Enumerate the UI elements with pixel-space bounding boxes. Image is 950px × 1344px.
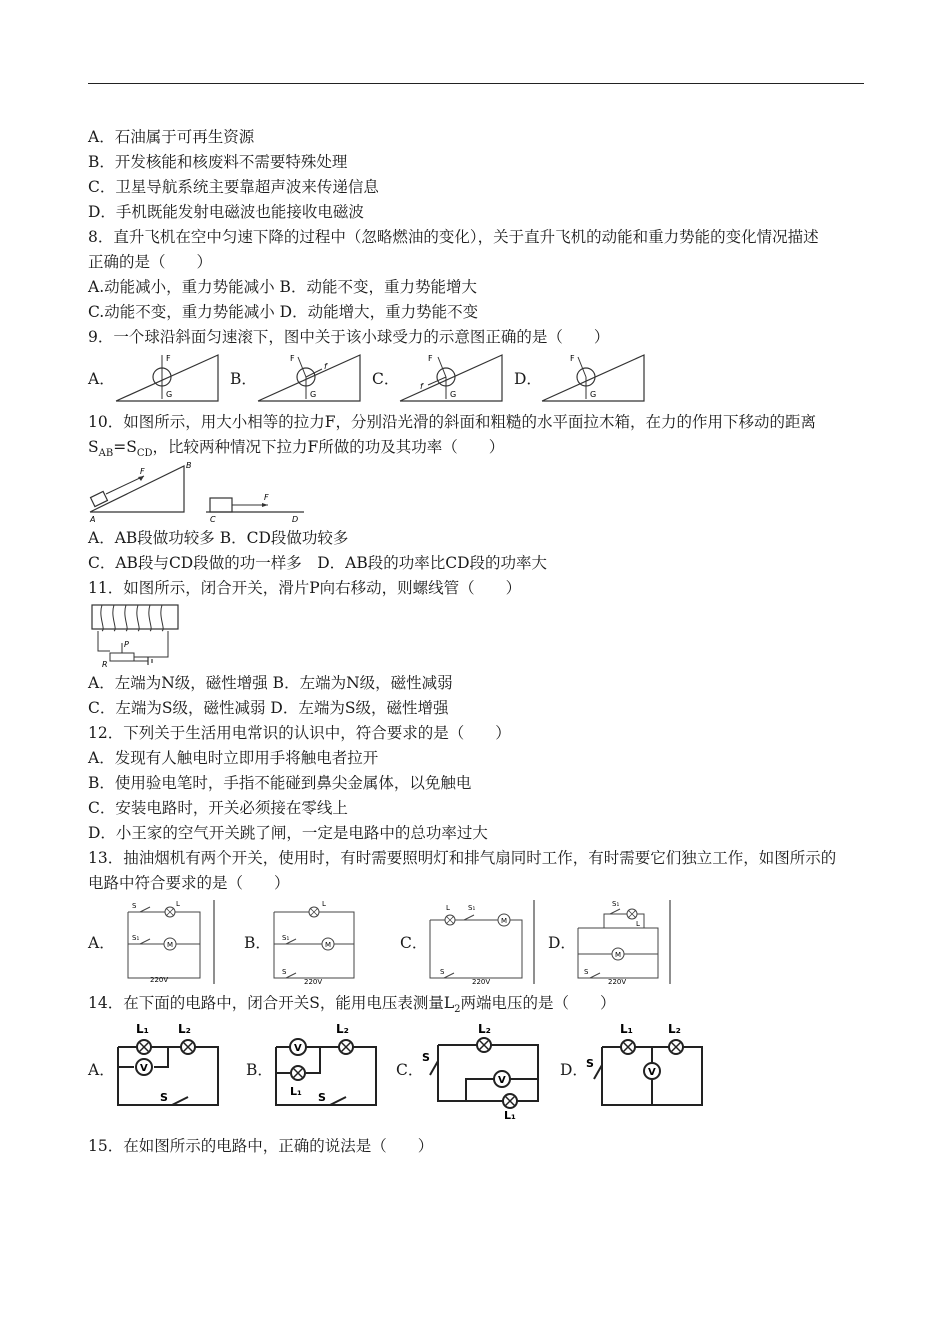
- q13d-label-s1: S₁: [612, 900, 620, 908]
- q11-options-ab: A．左端为N级，磁性增强 B．左端为N级，磁性减弱: [88, 674, 453, 692]
- q12-option-d: D．小王家的空气开关跳了闸，一定是电路中的总功率过大: [88, 824, 488, 842]
- q9-label-c: C．: [372, 370, 400, 388]
- q13-label-d: D．: [548, 934, 576, 952]
- q11-figure: [88, 601, 868, 671]
- q7-option-b: B．开发核能和核废料不需要特殊处理: [88, 153, 348, 171]
- q14d-label-v: V: [648, 1067, 656, 1078]
- q14b-label-s: S: [318, 1091, 326, 1104]
- q9d-label-g: G: [590, 390, 597, 399]
- q13c-label-s: S: [440, 968, 445, 976]
- q13b-label-m: M: [325, 941, 332, 949]
- q13-label-a: A．: [88, 934, 115, 952]
- q13-figure-a: [114, 898, 216, 986]
- q9c-label-g: G: [450, 390, 457, 399]
- q14-sub: 2: [454, 1004, 461, 1016]
- q14b-label-l1: L₁: [290, 1085, 302, 1098]
- q9-figure-b: [256, 351, 364, 405]
- q13a-label-s1: S₁: [132, 934, 140, 942]
- q10-label-a: A: [90, 515, 96, 524]
- q8-stem-line1: 8．直升飞机在空中匀速下降的过程中（忽略燃油的变化），关于直升飞机的动能和重力势能的变化情况描述: [88, 228, 819, 246]
- q14c-label-v: V: [498, 1075, 506, 1086]
- q14-figure-d: [586, 1019, 706, 1119]
- q14-label-a: A．: [88, 1061, 115, 1079]
- q9d-label-f: F: [570, 354, 575, 363]
- q9b-label-f: F: [290, 354, 295, 363]
- q10-stem-line1: 10．如图所示，用大小相等的拉力F，分别沿光滑的斜面和粗糙的水平面拉木箱，在力的作用下移动的距离: [88, 413, 816, 431]
- q13b-label-s1: S₁: [282, 934, 290, 942]
- q10-figure-svg: [88, 460, 308, 524]
- q13-label-b: B．: [244, 934, 271, 952]
- q11-label-p: P: [124, 640, 129, 649]
- q13a-label-220v: 220V: [150, 976, 169, 984]
- q13d-label-220v: 220V: [608, 978, 627, 986]
- q13b-label-220v: 220V: [304, 978, 323, 986]
- q13-figure-c: [426, 898, 536, 986]
- q9b-label-friction: f: [324, 362, 327, 371]
- q14d-label-s: S: [586, 1057, 594, 1070]
- q9-label-b: B．: [230, 370, 257, 388]
- q11-solenoid-circuit: [88, 601, 188, 669]
- q11-stem: 11．如图所示，闭合开关，滑片P向右移动，则螺线管（ ）: [88, 579, 522, 597]
- q13c-label-l: L: [446, 904, 450, 912]
- q13a-label-m: M: [167, 941, 174, 949]
- q10-label-f1: F: [140, 467, 145, 476]
- q10-figure: [88, 460, 868, 526]
- q14-stem-pre: 14．在下面的电路中，闭合开关S，能用电压表测量L: [88, 994, 455, 1012]
- q11-options-cd: C．左端为S级，磁性减弱 D．左端为S级，磁性增强: [88, 699, 449, 717]
- q14-figure-a: [114, 1019, 222, 1119]
- q13c-label-220v: 220V: [472, 978, 491, 986]
- q7-option-d: D．手机既能发射电磁波也能接收电磁波: [88, 203, 364, 221]
- q9-figures: [88, 350, 868, 406]
- q8-options-ab: A.动能减小，重力势能减小 B．动能不变，重力势能增大: [88, 278, 477, 296]
- q14c-label-s: S: [422, 1051, 430, 1064]
- q10-sub-cd: CD: [136, 448, 153, 460]
- q10-options-ab: A．AB段做功较多 B．CD段做功较多: [88, 529, 349, 547]
- q10-options-cd: C．AB段与CD段做的功一样多 D．AB段的功率比CD段的功率大: [88, 554, 548, 572]
- q15-stem: 15．在如图所示的电路中，正确的说法是（ ）: [88, 1137, 434, 1155]
- q14-figure-c: [422, 1017, 542, 1121]
- q14a-label-l1: L₁: [136, 1022, 149, 1036]
- q10-label-c: C: [210, 515, 216, 524]
- q13c-label-m: M: [501, 917, 508, 925]
- q14b-label-l2: L₂: [336, 1022, 349, 1036]
- q14-figure-b: [272, 1019, 384, 1119]
- q10-sub-ab: AB: [98, 448, 114, 460]
- q7-option-c: C．卫星导航系统主要靠超声波来传递信息: [88, 178, 379, 196]
- q12-stem: 12．下列关于生活用电常识的认识中，符合要求的是（ ）: [88, 724, 511, 742]
- q10-label-b: B: [186, 461, 192, 470]
- q13c-label-s1: S₁: [468, 904, 476, 912]
- q13b-label-s: S: [282, 968, 287, 976]
- q9-stem: 9．一个球沿斜面匀速滚下，图中关于该小球受力的示意图正确的是（ ）: [88, 328, 610, 346]
- q10-s-cd: =S: [113, 438, 137, 456]
- q8-stem-line2: 正确的是（ ）: [88, 253, 213, 271]
- q13d-label-s: S: [584, 968, 589, 976]
- q10-label-f2: F: [264, 493, 269, 502]
- q8-options-cd: C.动能不变，重力势能减小 D．动能增大，重力势能不变: [88, 303, 479, 321]
- q14a-label-s: S: [160, 1091, 168, 1104]
- q14d-label-l2: L₂: [668, 1022, 681, 1036]
- q14-label-b: B．: [246, 1061, 273, 1079]
- q10-s-ab: S: [88, 438, 99, 456]
- q14a-label-l2: L₂: [178, 1022, 191, 1036]
- exam-content: [88, 125, 868, 1159]
- q14-stem-post: 两端电压的是（ ）: [460, 994, 616, 1012]
- q9-figure-d: [540, 351, 648, 405]
- q9-figure-c: [398, 351, 506, 405]
- q14-stem: [88, 991, 868, 1016]
- q9b-label-g: G: [310, 390, 317, 399]
- q9-label-d: D．: [514, 370, 542, 388]
- q9a-label-g: G: [166, 390, 173, 399]
- q13-stem-line1: 13．抽油烟机有两个开关，使用时，有时需要照明灯和排气扇同时工作，有时需要它们独立工作，如图所示的: [88, 849, 837, 867]
- q14c-label-l1: L₁: [504, 1109, 516, 1121]
- q11-label-r: R: [102, 660, 108, 669]
- q14d-label-l1: L₁: [620, 1022, 633, 1036]
- q9c-label-friction: f: [420, 382, 423, 391]
- q14a-label-v: V: [140, 1063, 148, 1074]
- q14-label-c: C．: [396, 1061, 424, 1079]
- q13b-label-l: L: [322, 900, 326, 908]
- q13-figures: [88, 896, 868, 988]
- q13d-label-l: L: [636, 920, 640, 928]
- q13d-label-m: M: [615, 951, 622, 959]
- q14-label-d: D．: [560, 1061, 588, 1079]
- q13-figure-d: [574, 898, 674, 986]
- q14b-label-v: V: [294, 1043, 302, 1054]
- q9a-label-f: F: [166, 354, 171, 363]
- q12-option-c: C．安装电路时，开关必须接在零线上: [88, 799, 348, 817]
- q13-stem-line2: 电路中符合要求的是（ ）: [88, 874, 290, 892]
- header-rule: [88, 83, 864, 84]
- q9-label-a: A．: [88, 370, 115, 388]
- q13a-label-l: L: [176, 900, 180, 908]
- q10-stem-rest: ，比较两种情况下拉力F所做的功及其功率（ ）: [152, 438, 505, 456]
- q12-option-b: B．使用验电笔时，手指不能碰到鼻尖金属体，以免触电: [88, 774, 472, 792]
- q13-figure-b: [270, 898, 366, 986]
- q12-option-a: A．发现有人触电时立即用手将触电者拉开: [88, 749, 379, 767]
- q14c-label-l2: L₂: [478, 1022, 491, 1036]
- q13a-label-s: S: [132, 902, 137, 910]
- q7-option-a: A．石油属于可再生资源: [88, 128, 255, 146]
- q10-label-d: D: [292, 515, 299, 524]
- q10-stem-line2: [88, 435, 868, 460]
- q9c-label-f: F: [428, 354, 433, 363]
- q13-label-c: C．: [400, 934, 428, 952]
- q9-figure-a: [114, 351, 222, 405]
- q14-figures: [88, 1016, 868, 1122]
